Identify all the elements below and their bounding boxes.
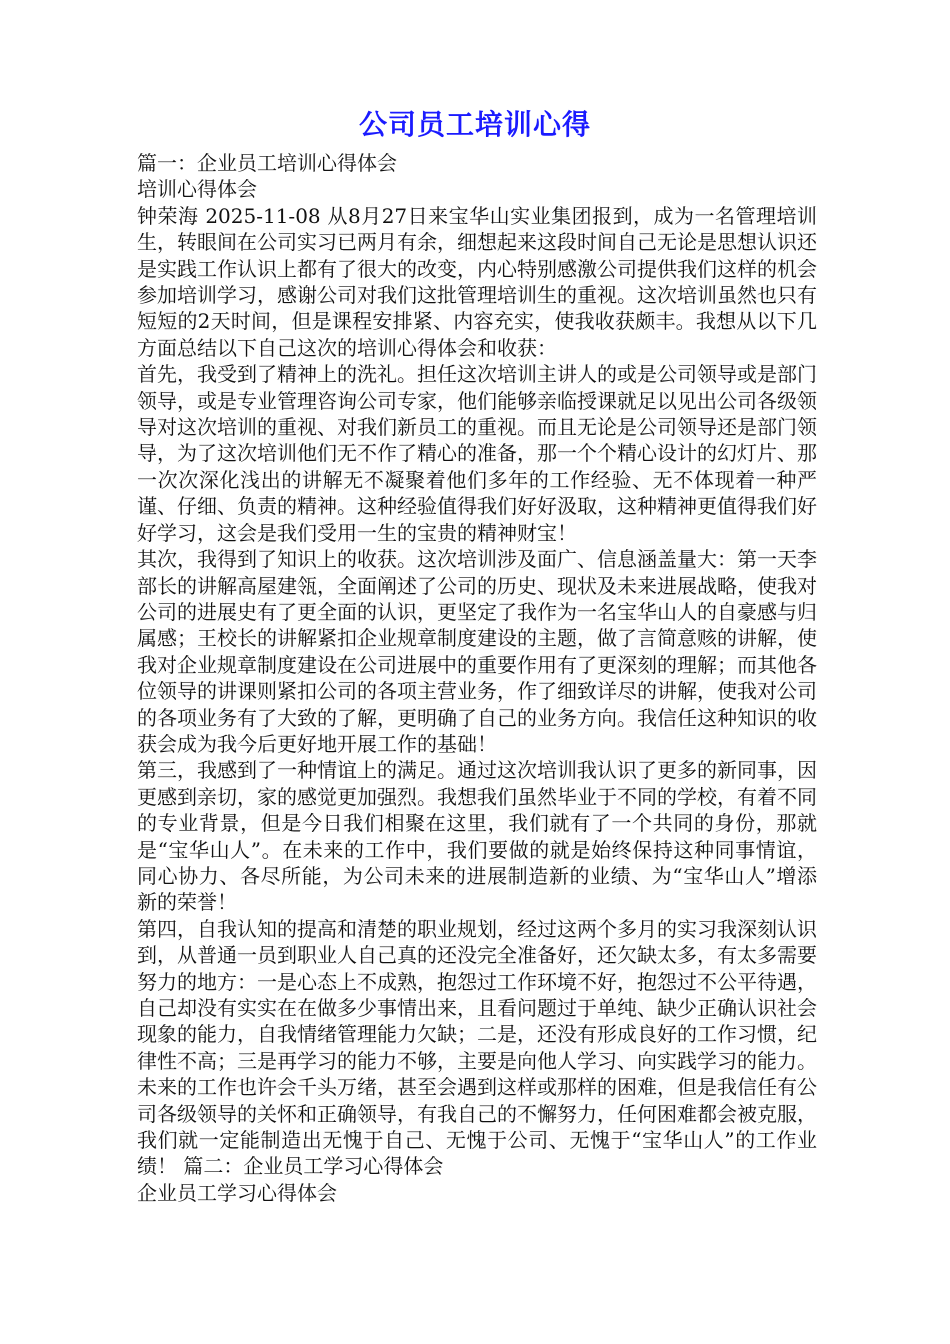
section-heading-2: 企业员工学习心得体会: [137, 1180, 337, 1205]
paragraph-second: 其次，我得到了知识上的收获。这次培训涉及面广、信息涵盖量大：第一天李部长的讲解高屋建瓴，全面阐述了公司的历史、现状及未来进展战略，使我对公司的进展史有了更全面的认识，更坚定了我作为一名宝华山人的自豪感与归属感；王校长的讲解紧扣企业规章制度建设的主题，做了言简意赅的讲解，使我对企业规章制度建设在公司进展中的重要作用有了更深刻的理解；而其他各位领导的讲课则紧扣公司的各项主营业务，作了细致详尽的讲解，使我对公司的各项业务有了大致的了解，更明确了自己的业务方向。我信任这种知识的收获会成为我今后更好地开展工作的基础！: [137, 547, 817, 756]
paragraph-first: 首先，我受到了精神上的洗礼。担任这次培训主讲人的或是公司领导或是部门领导，或是专业管理咨询公司专家，他们能够亲临授课就足以见出公司各级领导对这次培训的重视、对我们新员工的重视。而且无论是公司领导还是部门领导，为了这次培训他们无不作了精心的准备，那一个个精心设计的幻灯片、那一次次深化浅出的讲解无不凝聚着他们多年的工作经验、无不体现着一种严谨、仔细、负责的精神。这种经验值得我们好好汲取，这种精神更值得我们好好学习，这会是我们受用一生的宝贵的精神财宝！: [137, 362, 817, 545]
paragraph-fourth: 第四，自我认知的提高和清楚的职业规划，经过这两个多月的实习我深刻认识到，从普通一员到职业人自己真的还没完全准备好，还欠缺太多，有太多需要努力的地方：一是心态上不成熟，抱怨过工作环境不好，抱怨过不公平待遇，自己却没有实实在在做多少事情出来，且看问题过于单纯、缺少正确认识社会现象的能力，自我情绪管理能力欠缺；二是，还没有形成良好的工作习惯，纪律性不高；三是再学习的能力不够，主要是向他人学习、向实践学习的能力。: [137, 916, 817, 1073]
document-title: 公司员工培训心得: [358, 108, 591, 141]
paragraph-conclusion: 未来的工作也许会千头万绪，甚至会遇到这样或那样的困难，但是我信任有公司各级领导的关怀和正确领导，有我自己的不懈努力，任何困难都会被克服，我们就一定能制造出无愧于自己、无愧于公司、无愧于“宝华山人”的工作业绩！ 篇二：企业员工学习心得体会: [137, 1075, 817, 1179]
document-body: [137, 150, 817, 1206]
paragraph-third: 第三，我感到了一种情谊上的满足。通过这次培训我认识了更多的新同事，因更感到亲切，家的感觉更加强烈。我想我们虽然毕业于不同的学校，有着不同的专业背景，但是今日我们相聚在这里，我们就有了一个共同的身份，那就是“宝华山人”。在未来的工作中，我们要做的就是始终保持这种同事情谊，同心协力、各尽所能，为公司未来的进展制造新的业绩、为“宝华山人”增添新的荣誉！: [137, 758, 817, 915]
subheading: 培训心得体会: [137, 177, 257, 202]
section-heading-1: 篇一：企业员工培训心得体会: [137, 151, 397, 175]
paragraph-intro: 钟荣海 2025-11-08 从8月27日来宝华山实业集团报到，成为一名管理培训生，转眼间在公司实习已两月有余，细想起来这段时间自己无论是思想认识还是实践工作认识上都有了很大的改变，内心特别感激公司提供我们这样的机会参加培训学习，感谢公司对我们这批管理培训生的重视。这次培训虽然也只有短短的2天时间，但是课程安排紧、内容充实，使我收获颇丰。我想从以下几方面总结以下自己这次的培训心得体会和收获：: [137, 203, 817, 360]
